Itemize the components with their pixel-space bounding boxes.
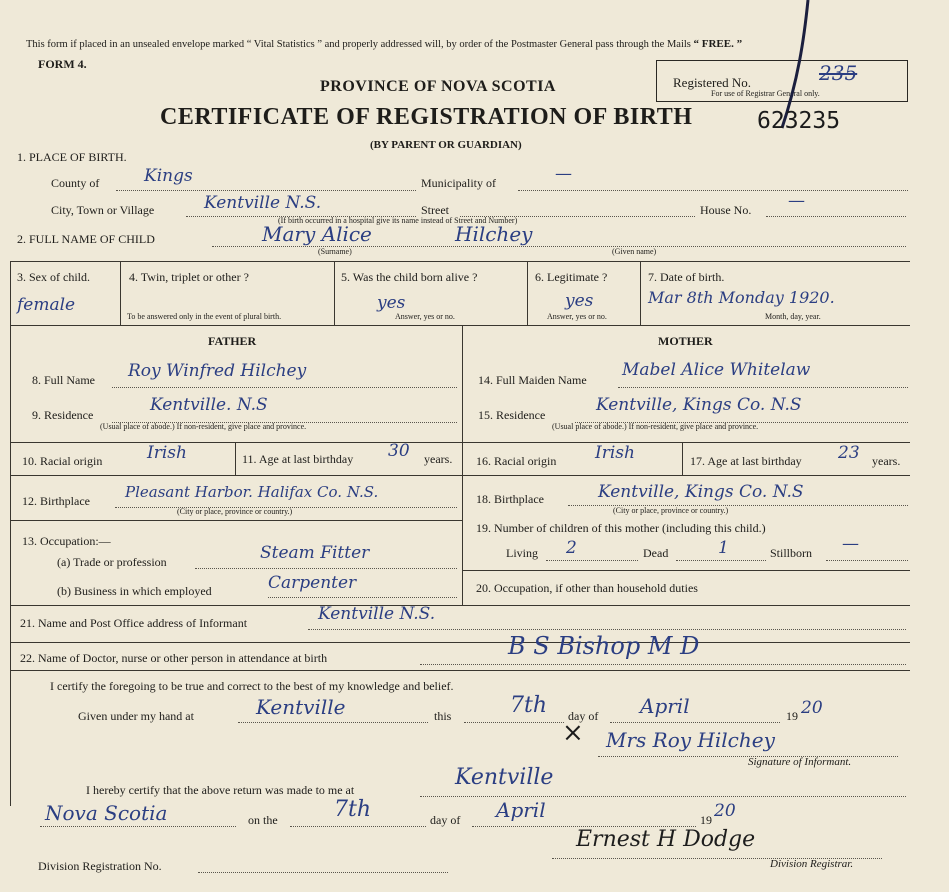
alive-note: Answer, yes or no. xyxy=(395,312,455,321)
living-label: Living xyxy=(506,546,538,560)
twin-note: To be answered only in the event of plural birth. xyxy=(127,312,282,321)
given-name-note: (Given name) xyxy=(612,247,657,256)
father-residence-value: Kentville. N.S xyxy=(150,395,268,415)
dead-value: 1 xyxy=(718,538,729,558)
date-note: Month, day, year. xyxy=(765,312,821,321)
registrar-province-value: Nova Scotia xyxy=(45,801,168,825)
trade-label: (a) Trade or profession xyxy=(57,555,167,569)
father-racial-label: 10. Racial origin xyxy=(22,454,103,468)
date-label: 7. Date of birth. xyxy=(648,270,725,284)
informant-label: 21. Name and Post Office address of Informant xyxy=(20,616,248,630)
mother-birthplace-value: Kentville, Kings Co. N.S xyxy=(598,482,804,502)
alive-value: yes xyxy=(377,293,406,313)
sex-value: female xyxy=(17,295,76,315)
father-years: years. xyxy=(424,452,453,466)
province-title: PROVINCE OF NOVA SCOTIA xyxy=(320,78,556,95)
registrar-year-prefix: 19 xyxy=(700,813,712,827)
registrar-on-the: on the xyxy=(248,813,278,827)
mother-residence-note: (Usual place of abode.) If non-resident, give place and province. xyxy=(552,422,759,431)
place-of-birth-heading: 1. PLACE OF BIRTH. xyxy=(17,150,127,164)
city-value: Kentville N.S. xyxy=(204,193,322,213)
father-birthplace-label: 12. Birthplace xyxy=(22,494,90,508)
certify-month-value: April xyxy=(640,694,690,718)
doctor-label: 22. Name of Doctor, nurse or other person in attendance at birth xyxy=(20,651,328,665)
child-surname: Hilchey xyxy=(455,222,533,246)
certificate-title: CERTIFICATE OF REGISTRATION OF BIRTH xyxy=(160,104,693,130)
street-note: (If birth occurred in a hospital give its name instead of Street and Number) xyxy=(278,216,518,225)
child-name-label: 2. FULL NAME OF CHILD xyxy=(17,232,155,246)
given-under-label: Given under my hand at xyxy=(78,709,194,723)
registrar-year-value: 20 xyxy=(714,801,736,821)
certify-day-of: day of xyxy=(568,709,599,723)
house-label: House No. xyxy=(700,203,752,217)
father-age-value: 30 xyxy=(388,441,410,461)
municipality-label: Municipality of xyxy=(421,176,496,190)
twin-label: 4. Twin, triplet or other ? xyxy=(129,270,249,284)
father-racial-value: Irish xyxy=(147,443,187,463)
mother-residence-label: 15. Residence xyxy=(478,408,546,422)
mother-name-value: Mabel Alice Whitelaw xyxy=(622,360,811,380)
stillborn-label: Stillborn xyxy=(770,546,813,560)
legitimate-note: Answer, yes or no. xyxy=(547,312,607,321)
legitimate-value: yes xyxy=(565,291,594,311)
father-heading: FATHER xyxy=(208,334,257,348)
trade-value: Steam Fitter xyxy=(260,543,370,563)
mother-residence-value: Kentville, Kings Co. N.S xyxy=(596,395,802,415)
registrar-day-of: day of xyxy=(430,813,461,827)
registrar-certify-text: I hereby certify that the above return was made to me at xyxy=(86,783,355,797)
registrar-month-value: April xyxy=(496,798,546,822)
mother-occupation-label: 20. Occupation, if other than household duties xyxy=(476,581,698,595)
division-registration-label: Division Registration No. xyxy=(38,859,162,873)
form-number: FORM 4. xyxy=(38,57,87,71)
occupation-label: 13. Occupation:— xyxy=(22,534,111,548)
mother-racial-value: Irish xyxy=(595,443,635,463)
stillborn-dash: — xyxy=(842,534,859,554)
registrar-signature: Ernest H Dodge xyxy=(576,827,756,852)
informant-mark: × xyxy=(562,718,584,748)
living-value: 2 xyxy=(566,538,577,558)
certificate-subtitle: (BY PARENT OR GUARDIAN) xyxy=(370,139,522,151)
informant-sig-label: Signature of Informant. xyxy=(748,756,852,768)
alive-label: 5. Was the child born alive ? xyxy=(341,270,478,284)
mother-name-label: 14. Full Maiden Name xyxy=(478,373,587,387)
father-residence-label: 9. Residence xyxy=(32,408,94,422)
legitimate-label: 6. Legitimate ? xyxy=(535,270,608,284)
registrar-place-value: Kentville xyxy=(455,765,554,790)
mother-age-value: 23 xyxy=(838,443,860,463)
sex-label: 3. Sex of child. xyxy=(17,270,90,284)
children-label: 19. Number of children of this mother (including this child.) xyxy=(476,521,766,535)
registered-value: 235 xyxy=(819,61,858,85)
notice-text: This form if placed in an unsealed envelope marked “ Vital Statistics ” and properly addressed will, by order of the Postmaster General pass through the Mails xyxy=(26,39,691,50)
child-given-name: Mary Alice xyxy=(262,222,372,246)
street-label: Street xyxy=(421,203,449,217)
free-text: “ FREE. ” xyxy=(693,38,743,50)
certify-year-value: 20 xyxy=(801,698,823,718)
father-age-label: 11. Age at last birthday xyxy=(242,452,354,466)
father-name-value: Roy Winfred Hilchey xyxy=(128,361,307,381)
mother-heading: MOTHER xyxy=(658,334,713,348)
municipality-dash: — xyxy=(555,164,572,184)
registrar-day-value: 7th xyxy=(334,797,372,822)
mail-notice xyxy=(26,38,742,50)
mother-racial-label: 16. Racial origin xyxy=(476,454,557,468)
informant-value: Kentville N.S. xyxy=(318,604,436,624)
certify-year-prefix: 19 xyxy=(786,709,798,723)
surname-note: (Surname) xyxy=(318,247,352,256)
dead-label: Dead xyxy=(643,546,669,560)
registrar-use-note: For use of Registrar General only. xyxy=(711,89,820,98)
father-name-label: 8. Full Name xyxy=(32,373,95,387)
registrar-sig-label: Division Registrar. xyxy=(770,858,854,870)
county-label: County of xyxy=(51,176,100,190)
certify-text: I certify the foregoing to be true and correct to the best of my knowledge and belief. xyxy=(50,679,454,693)
father-birthplace-value: Pleasant Harbor. Halifax Co. N.S. xyxy=(125,483,379,501)
father-residence-note: (Usual place of abode.) If non-resident, give place and province. xyxy=(100,422,307,431)
certify-day-value: 7th xyxy=(510,693,548,718)
father-birthplace-note: (City or place, province or country.) xyxy=(177,507,293,516)
certify-this: this xyxy=(434,709,452,723)
mother-years: years. xyxy=(872,454,901,468)
county-value: Kings xyxy=(144,166,193,186)
city-label: City, Town or Village xyxy=(51,203,155,217)
informant-signature: Mrs Roy Hilchey xyxy=(606,728,775,752)
business-value: Carpenter xyxy=(268,573,357,593)
certify-place-value: Kentville xyxy=(256,695,346,719)
stamp-number: 623235 xyxy=(757,108,841,134)
mother-age-label: 17. Age at last birthday xyxy=(690,454,802,468)
business-label: (b) Business in which employed xyxy=(57,584,212,598)
date-value: Mar 8th Monday 1920. xyxy=(648,288,835,307)
registered-label: Registered No. xyxy=(673,75,751,90)
doctor-value: B S Bishop M D xyxy=(508,632,700,660)
house-dash: — xyxy=(788,191,805,211)
mother-birthplace-label: 18. Birthplace xyxy=(476,492,544,506)
mother-birthplace-note: (City or place, province or country.) xyxy=(613,506,729,515)
